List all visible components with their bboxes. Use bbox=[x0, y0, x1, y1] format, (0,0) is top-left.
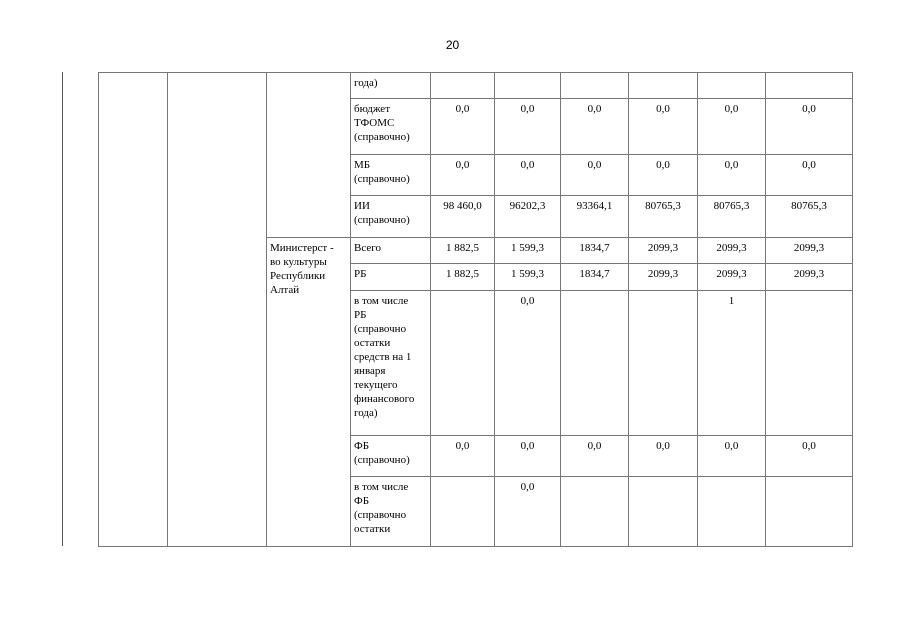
value-cell: 80765,3 bbox=[629, 196, 698, 238]
value-cell bbox=[561, 291, 629, 436]
value-cell: 2099,3 bbox=[698, 238, 766, 264]
value-cell: 0,0 bbox=[431, 436, 495, 477]
value-cell: 0,0 bbox=[561, 155, 629, 196]
organization-name: Министерст - во культуры Республики Алтай bbox=[267, 238, 351, 547]
value-cell: 1 882,5 bbox=[431, 264, 495, 291]
value-cell: 1 599,3 bbox=[495, 264, 561, 291]
left-margin-rule bbox=[62, 72, 63, 546]
blank-column-2 bbox=[168, 73, 267, 547]
value-cell bbox=[431, 477, 495, 547]
value-cell: 0,0 bbox=[766, 99, 853, 155]
value-cell: 0,0 bbox=[495, 155, 561, 196]
value-cell: 0,0 bbox=[629, 99, 698, 155]
value-cell: 98 460,0 bbox=[431, 196, 495, 238]
value-cell bbox=[629, 73, 698, 99]
blank-column-1 bbox=[99, 73, 168, 547]
value-cell: 0,0 bbox=[431, 155, 495, 196]
value-cell: 0,0 bbox=[495, 291, 561, 436]
funding-source: в том числе ФБ (справочно остатки bbox=[351, 477, 431, 547]
value-cell: 0,0 bbox=[561, 436, 629, 477]
value-cell bbox=[766, 73, 853, 99]
budget-table bbox=[98, 72, 853, 547]
value-cell bbox=[629, 477, 698, 547]
funding-source: бюджет ТФОМС (справочно) bbox=[351, 99, 431, 155]
value-cell: 1 882,5 bbox=[431, 238, 495, 264]
funding-source: ИИ (справочно) bbox=[351, 196, 431, 238]
value-cell: 2099,3 bbox=[629, 238, 698, 264]
value-cell: 1 bbox=[698, 291, 766, 436]
value-cell bbox=[431, 291, 495, 436]
value-cell: 1 599,3 bbox=[495, 238, 561, 264]
value-cell: 96202,3 bbox=[495, 196, 561, 238]
value-cell bbox=[698, 73, 766, 99]
value-cell: 0,0 bbox=[431, 99, 495, 155]
funding-source: года) bbox=[351, 73, 431, 99]
value-cell: 0,0 bbox=[698, 155, 766, 196]
value-cell: 0,0 bbox=[766, 436, 853, 477]
funding-source: в том числе РБ (справочно остатки средств на 1 января текущего финансового года) bbox=[351, 291, 431, 436]
funding-source: Всего bbox=[351, 238, 431, 264]
value-cell: 0,0 bbox=[495, 477, 561, 547]
funding-source: РБ bbox=[351, 264, 431, 291]
funding-source: МБ (справочно) bbox=[351, 155, 431, 196]
value-cell: 2099,3 bbox=[766, 238, 853, 264]
value-cell: 80765,3 bbox=[766, 196, 853, 238]
blank-column-3 bbox=[267, 73, 351, 238]
value-cell bbox=[766, 477, 853, 547]
value-cell: 2099,3 bbox=[629, 264, 698, 291]
value-cell bbox=[495, 73, 561, 99]
value-cell: 2099,3 bbox=[766, 264, 853, 291]
value-cell: 0,0 bbox=[698, 99, 766, 155]
value-cell: 0,0 bbox=[698, 436, 766, 477]
value-cell: 0,0 bbox=[561, 99, 629, 155]
table-row bbox=[99, 73, 853, 99]
value-cell bbox=[766, 291, 853, 436]
value-cell: 1834,7 bbox=[561, 238, 629, 264]
value-cell: 0,0 bbox=[495, 436, 561, 477]
value-cell: 0,0 bbox=[629, 155, 698, 196]
value-cell: 0,0 bbox=[495, 99, 561, 155]
page-number: 20 bbox=[445, 38, 460, 52]
value-cell bbox=[698, 477, 766, 547]
value-cell bbox=[629, 291, 698, 436]
funding-source: ФБ (справочно) bbox=[351, 436, 431, 477]
value-cell: 80765,3 bbox=[698, 196, 766, 238]
value-cell: 0,0 bbox=[629, 436, 698, 477]
value-cell bbox=[561, 73, 629, 99]
value-cell: 2099,3 bbox=[698, 264, 766, 291]
value-cell bbox=[561, 477, 629, 547]
value-cell: 1834,7 bbox=[561, 264, 629, 291]
value-cell bbox=[431, 73, 495, 99]
value-cell: 0,0 bbox=[766, 155, 853, 196]
value-cell: 93364,1 bbox=[561, 196, 629, 238]
